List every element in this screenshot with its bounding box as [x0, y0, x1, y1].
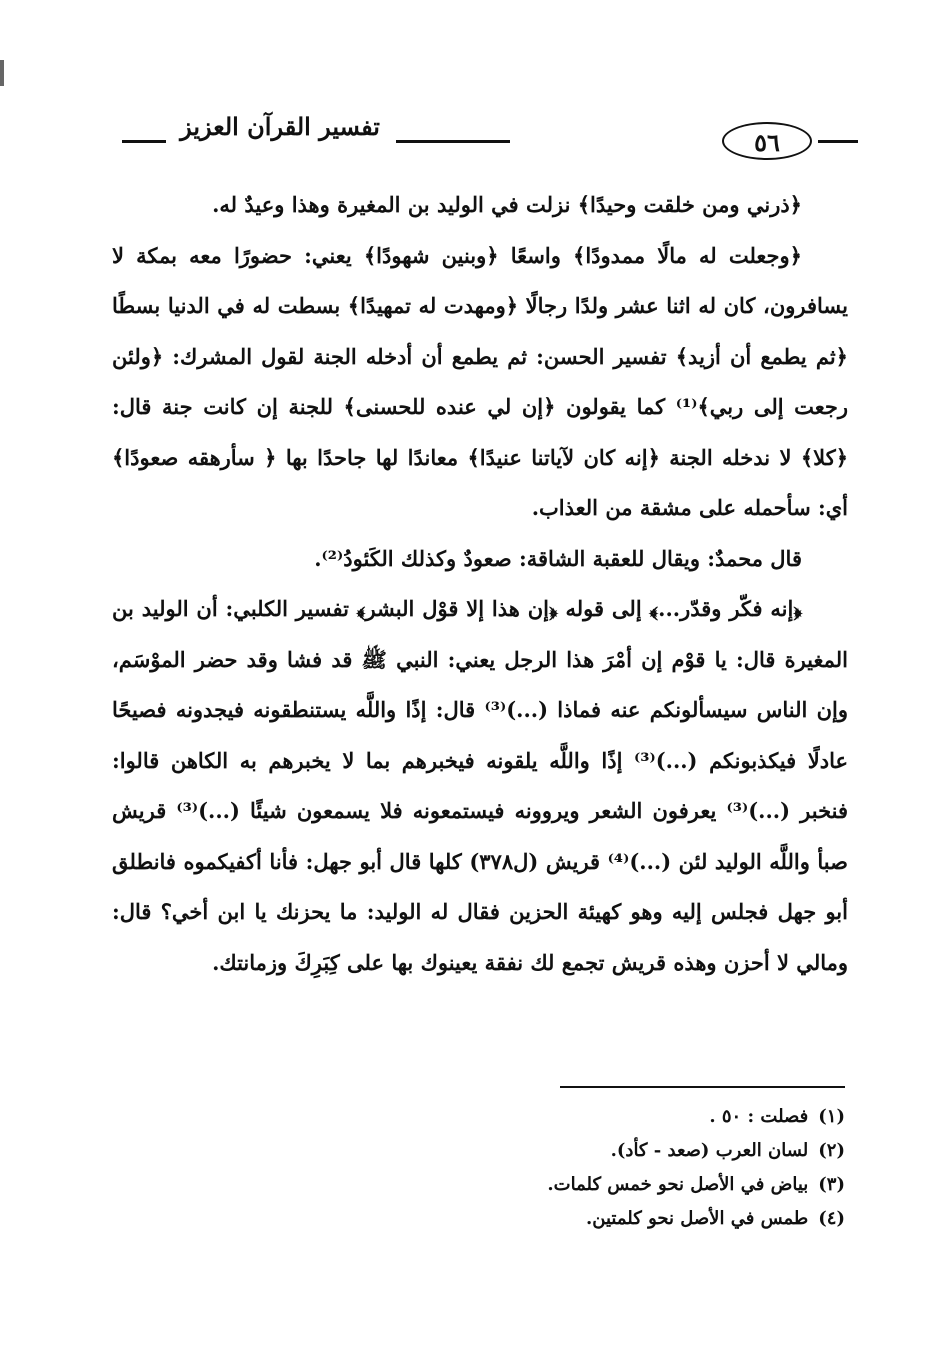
header-rule-middle [396, 140, 510, 143]
footnotes [340, 1100, 845, 1236]
footnote-text: لسان العرب (صعد - كأد). [610, 1140, 809, 1161]
footnote-item [340, 1202, 845, 1236]
page-header [100, 100, 860, 170]
footnote-text: بياض في الأصل نحو خمس كلمات. [547, 1174, 809, 1195]
header-rule-left [122, 140, 166, 143]
footnote-item [340, 1134, 845, 1168]
footnote-number: (٢) [818, 1140, 845, 1161]
paragraph: قال محمدٌ: ويقال للعقبة الشاقة: صعودٌ وكذلك الكَئودُ⁽²⁾. [314, 545, 802, 571]
paragraph: ﴿ذرني ومن خلقت وحيدًا﴾ نزلت في الوليد بن المغيرة وهذا وعيدٌ له. [212, 192, 802, 217]
footnote-number: (٣) [818, 1174, 845, 1195]
footnote-number: (٤) [818, 1208, 845, 1229]
header-rule-right [818, 140, 858, 143]
running-title: تفسير القرآن العزيز [180, 112, 380, 141]
paragraph: ﴿إنه فكّر وقدّر...﴾ إلى قوله ﴿إن هذا إلا قوْل البشر﴾ تفسير الكلبي: أن الوليد بن المغيرة قال: يا قوْم إن أمْرَ هذا الرجل يعني: النبي ﷺ قد فشا وقد حضر الموْسَم، وإن الناس سيسألونكم عنه فماذا (...)⁽³⁾ قال: إذًا واللَّه يستنطقونه فيجدونه فصيحًا عادلًا فيكذبونكم (...)⁽³⁾ إذًا واللَّه يلقونه فيخبرهم بما لا يخبرهم به الكاهن قالوا: فنخبر (...)⁽³⁾ يعرفون الشعر ويروونه فيستمعونه فلا يسمعون شيئًا (...)⁽³⁾ قريش صبأ واللَّه الوليد لئن (...)⁽⁴⁾ قريش (ل٣٧٨) كلها قال أبو جهل: فأنا أكفيكموه فانطلق أبو جهل فجلس إليه وهو كهيئة الحزين فقال له الوليد: ما يحزنك يا ابن أخي؟ قال: ومالي لا أحزن وهذه قريش تجمع لك نفقة يعينوك بها على كِبَرِكَ وزمانتك. [112, 596, 848, 975]
footnote-text: فصلت : ٥٠ . [709, 1106, 809, 1127]
footnote-number: (١) [818, 1106, 845, 1127]
footnote-item [340, 1168, 845, 1202]
main-text [112, 180, 848, 988]
scan-edge-mark [0, 60, 4, 86]
page-number: ٥٦ [722, 122, 812, 160]
footnote-separator [560, 1086, 845, 1088]
paragraph: ﴿وجعلت له مالًا ممدودًا﴾ واسعًا ﴿وبنين شهودًا﴾ يعني: حضورًا معه بمكة لا يسافرون، كان له اثنا عشر ولدًا رجالًا ﴿ومهدت له تمهيدًا﴾ بسطت له في الدنيا بسطًا ﴿ثم يطمع أن أزيد﴾ تفسير الحسن: ثم يطمع أن أدخله الجنة لقول المشرك: ﴿ولئن رجعت إلى ربي﴾⁽¹⁾ كما يقولون ﴿إن لي عنده للحسنى﴾ للجنة إن كانت جنة قال: ﴿كلا﴾ لا ندخله الجنة ﴿إنه كان لآياتنا عنيدًا﴾ معاندًا لها جاحدًا بها ﴿ سأرهقه صعودًا﴾ أي: سأحمله على مشقة من العذاب. [112, 242, 849, 520]
footnote-item [340, 1100, 845, 1134]
footnote-text: طمس في الأصل نحو كلمتين. [586, 1208, 809, 1229]
